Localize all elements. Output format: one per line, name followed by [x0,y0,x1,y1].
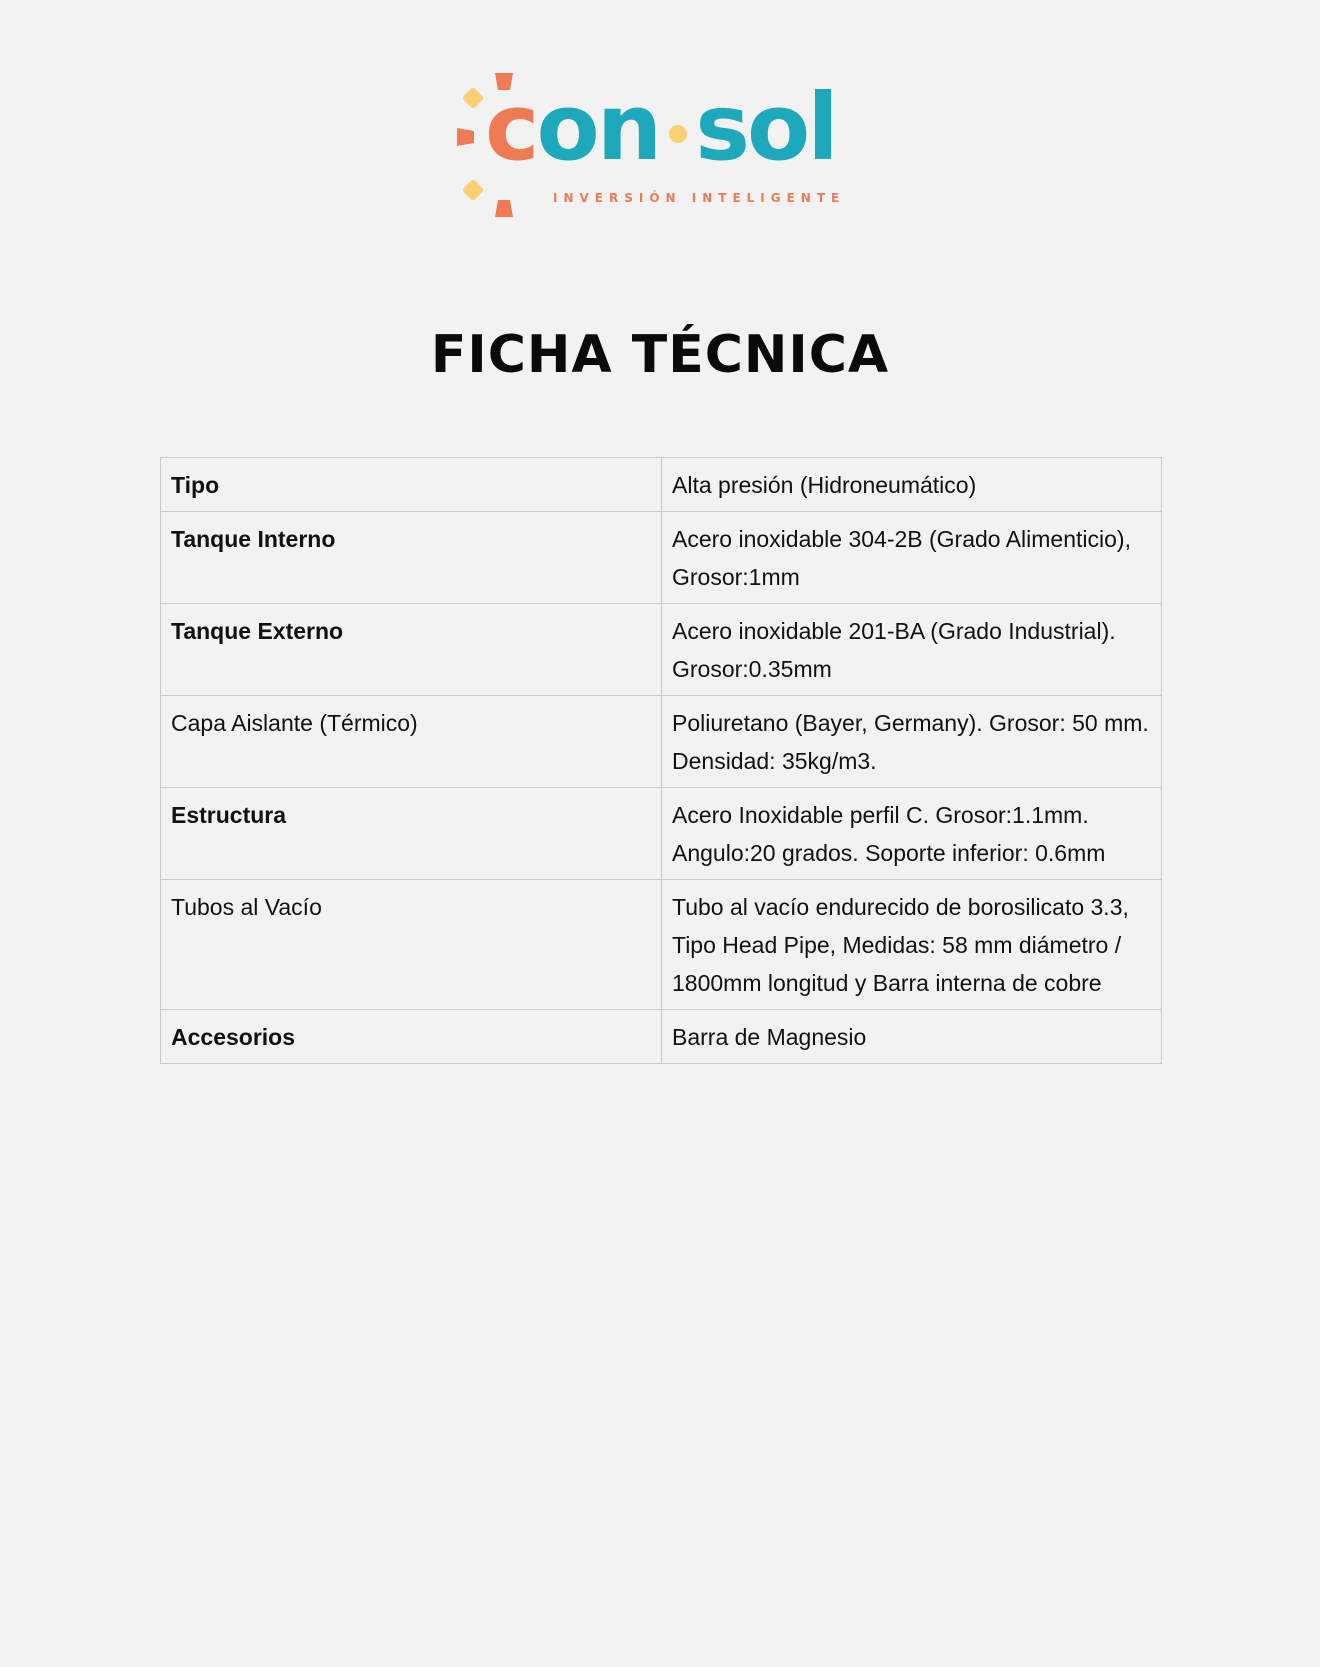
spec-label: Tanque Externo [161,604,662,696]
spec-label: Accesorios [161,1010,662,1064]
spec-row [161,788,1162,880]
spec-row [161,512,1162,604]
spec-row [161,696,1162,788]
spec-row [161,458,1162,512]
logo-tagline: INVERSIÓN INTELIGENTE [553,191,846,205]
spec-value: Acero inoxidable 304-2B (Grado Alimenticio), Grosor:1mm [662,512,1162,604]
spec-value: Acero inoxidable 201-BA (Grado Industrial). Grosor:0.35mm [662,604,1162,696]
spec-label: Tanque Interno [161,512,662,604]
spec-label: Tipo [161,458,662,512]
spec-table [160,457,1162,1064]
spec-row [161,604,1162,696]
page-title: FICHA TÉCNICA [430,325,890,385]
spec-label: Estructura [161,788,662,880]
logo-dot-icon [669,125,687,143]
spec-row [161,1010,1162,1064]
spec-value: Alta presión (Hidroneumático) [662,458,1162,512]
logo-wordmark: con sol [485,74,836,181]
spec-row [161,880,1162,1010]
spec-label: Capa Aislante (Térmico) [161,696,662,788]
consol-logo [455,70,885,220]
spec-value: Poliuretano (Bayer, Germany). Grosor: 50 mm. Densidad: 35kg/m3. [662,696,1162,788]
spec-value: Barra de Magnesio [662,1010,1162,1064]
spec-label: Tubos al Vacío [161,880,662,1010]
spec-value: Acero Inoxidable perfil C. Grosor:1.1mm. Angulo:20 grados. Soporte inferior: 0.6mm [662,788,1162,880]
spec-value: Tubo al vacío endurecido de borosilicato 3.3, Tipo Head Pipe, Medidas: 58 mm diámetro / 1800mm longitud y Barra interna de cobre [662,880,1162,1010]
